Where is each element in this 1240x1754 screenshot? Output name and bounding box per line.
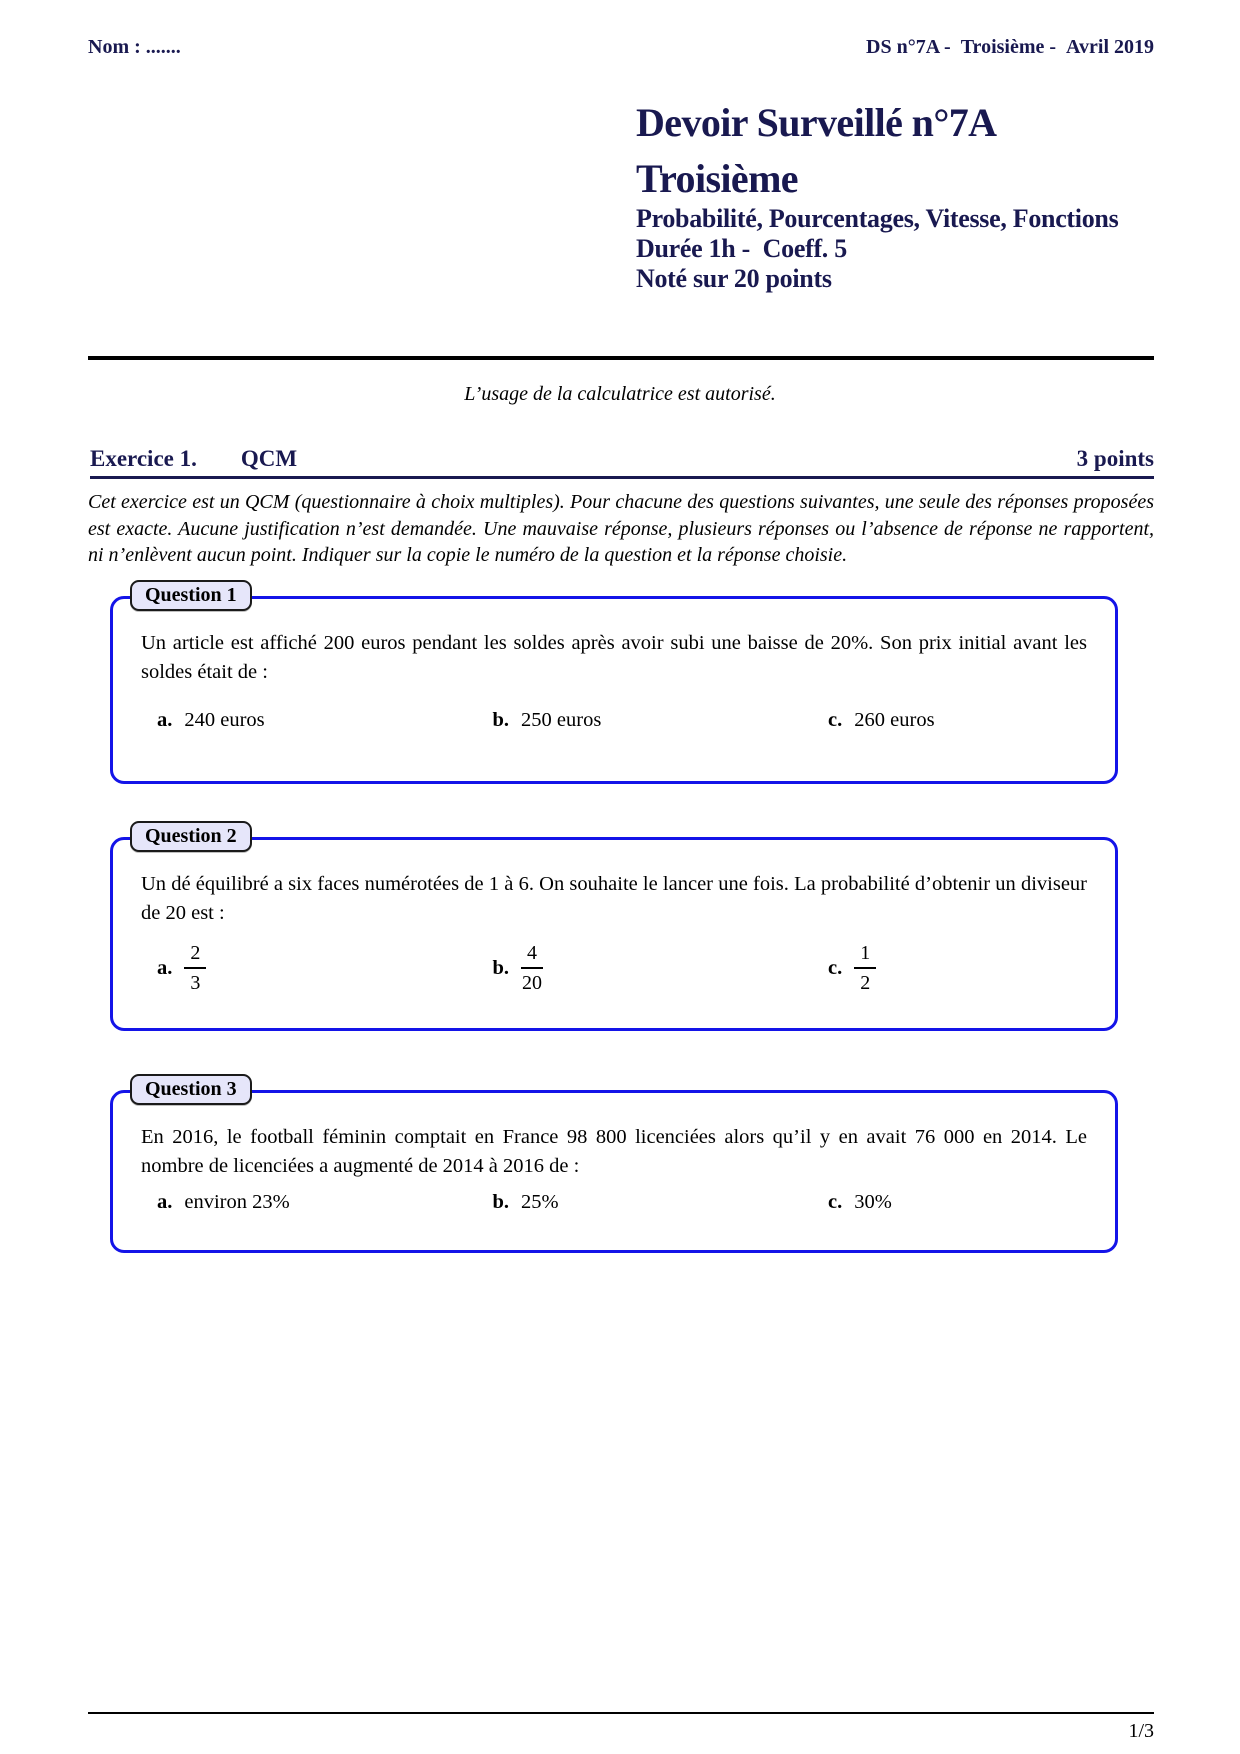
answer-item: [493, 942, 829, 994]
answer-text: 250 euros: [521, 709, 602, 731]
exam-grading: Noté sur 20 points: [636, 264, 832, 293]
answer-label: b.: [492, 1191, 510, 1213]
exercise-name: QCM: [240, 446, 298, 471]
question-1-answers: [157, 709, 1089, 732]
calculator-notice: L’usage de la calculatrice est autorisé.: [464, 383, 776, 405]
question-2-tab: Question 2: [130, 821, 252, 852]
fraction: [184, 942, 206, 994]
answer-label: a.: [157, 956, 173, 979]
page-number: 1/3: [1128, 1720, 1154, 1742]
answer-label: c.: [828, 1191, 843, 1213]
question-box-3: [110, 1078, 1118, 1253]
fraction-numerator: 2: [184, 942, 206, 969]
answer-item: [493, 709, 829, 732]
title-block: [636, 100, 1156, 294]
fraction-denominator: 2: [860, 972, 871, 994]
fraction: [854, 942, 876, 994]
question-3-tab: Question 3: [130, 1074, 252, 1105]
answer-label: c.: [828, 956, 843, 979]
answer-item: [828, 709, 1089, 732]
answer-text: 25%: [521, 1191, 559, 1213]
fraction-denominator: 3: [190, 972, 201, 994]
answer-item: [828, 1191, 1089, 1214]
exam-level: Troisième: [636, 156, 798, 201]
fraction: [521, 942, 543, 994]
answer-text: 260 euros: [854, 709, 935, 731]
answer-label: b.: [492, 956, 510, 979]
fraction-numerator: 4: [521, 942, 543, 969]
fraction-denominator: 20: [522, 972, 543, 994]
answer-item: [493, 1191, 829, 1214]
answer-text: 240 euros: [184, 709, 265, 731]
answer-label: a.: [157, 1191, 173, 1213]
exam-duration: Durée 1h - Coeff. 5: [636, 234, 847, 263]
answer-item: [157, 709, 493, 732]
top-divider-rule: [88, 356, 1154, 360]
answer-item: [828, 942, 1089, 994]
exam-title: Devoir Surveillé n°7A: [636, 100, 997, 145]
question-2-text: Un dé équilibré a six faces numérotées de 1 à 6. On souhaite le lancer une fois. La probabilité d’obtenir un diviseur de 20 est :: [141, 873, 1087, 924]
answer-text: environ 23%: [184, 1191, 290, 1213]
answer-label: c.: [828, 709, 843, 731]
header-exam-info: DS n°7A - Troisième - Avril 2019: [866, 36, 1154, 58]
header-name-field: Nom : .......: [88, 36, 181, 58]
question-box-2: [110, 825, 1118, 1031]
exercise-heading: [90, 446, 1154, 472]
exercise-points: 3 points: [1076, 446, 1154, 471]
question-1-tab: Question 1: [130, 580, 252, 611]
question-3-text: En 2016, le football féminin comptait en France 98 800 licenciées alors qu’il y en avait 76 000 en 2014. Le nombre de licenciées a augmenté de 2014 à 2016 de :: [141, 1126, 1087, 1177]
question-2-answers: [157, 942, 1089, 994]
fraction-numerator: 1: [854, 942, 876, 969]
answer-item: [157, 942, 493, 994]
question-3-answers: [157, 1191, 1089, 1214]
exercise-underline-rule: [90, 476, 1154, 479]
exam-topics: Probabilité, Pourcentages, Vitesse, Fonctions: [636, 204, 1119, 233]
question-box-1: [110, 584, 1118, 784]
question-1-text: Un article est affiché 200 euros pendant les soldes après avoir subi une baisse de 20%. Son prix initial avant les soldes était de :: [141, 632, 1087, 683]
answer-text: 30%: [854, 1191, 892, 1213]
answer-item: [157, 1191, 493, 1214]
exercise-instructions: Cet exercice est un QCM (questionnaire à choix multiples). Pour chacune des questions suivantes, une seule des réponses proposées est exacte. Aucune justification n’est demandée. Une mauvaise réponse, plusieurs réponses ou l’absence de réponse ne rapportent, ni n’enlèvent aucun point. Indiquer sur la copie le numéro de la question et la réponse choisie.: [88, 491, 1154, 566]
answer-label: a.: [157, 709, 173, 731]
footer-divider-rule: [88, 1712, 1154, 1714]
exercise-label: Exercice 1.: [90, 446, 197, 471]
answer-label: b.: [492, 709, 510, 731]
